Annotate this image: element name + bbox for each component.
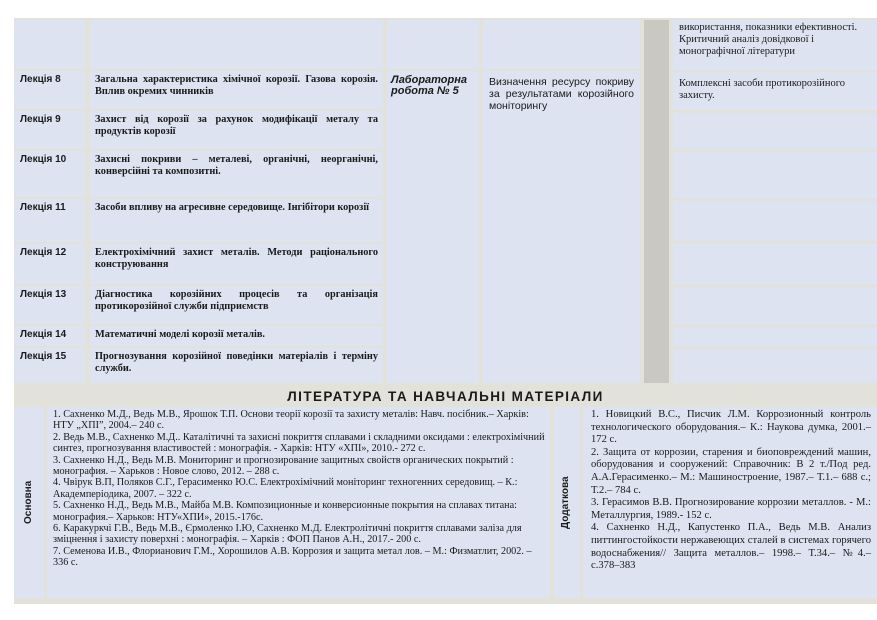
lab-label: Лабораторна робота № 5 bbox=[391, 74, 468, 97]
main-ref-2: 2. Ведь М.В., Сахненко М.Д.. Каталітичні та захисні покриття сплавами і складними оксидами : електрохімічний синтез, прогнозування властивостей : монографія. - Харків: НТУ «ХПІ», 2010.- 272 с. bbox=[53, 431, 545, 455]
lecture-8-title-cell bbox=[90, 71, 383, 109]
main-ref-1: 1. Сахненко М.Д., Ведь М.В., Ярошок Т.П. Основи теорії корозії та захисту металів: Навч. посібник.– Харків: НТУ „ХПІ”, 2004.– 240 с. bbox=[53, 409, 529, 432]
lecture-11-title: Засоби впливу на агресивне середовище. Інгібітори корозії bbox=[95, 202, 370, 213]
extra-ref-2: 2. Защита от коррозии, старения и биоповреждений машин, оборудования и сооружений: Справочник: В 2 т./Под ред. А.А.Герасименко.– М.: Машиностроение, 1987.– Т.1.– 688 с.; Т.2.– 784 с. bbox=[591, 446, 871, 496]
lecture-11-title-cell bbox=[90, 199, 383, 242]
right-top-text: використання, показники ефективності. Критичний аналіз довідкової і монографічної літератури bbox=[679, 22, 858, 57]
lecture-14-title: Математичні моделі корозії металів. bbox=[95, 329, 265, 340]
lecture-9-label: Лекція 9 bbox=[20, 114, 61, 125]
lecture-12-title-cell bbox=[90, 244, 383, 284]
literature-heading: ЛІТЕРАТУРА ТА НАВЧАЛЬНІ МАТЕРІАЛИ bbox=[14, 386, 877, 407]
extra-literature-list bbox=[583, 407, 877, 573]
lecture-12-title: Електрохімічний захист металів. Методи раціонального конструювання bbox=[95, 247, 378, 270]
main-literature-label-cell bbox=[14, 407, 44, 598]
right-row-7 bbox=[673, 327, 877, 346]
right-row-text: Комплексні засоби протикорозійного захисту. bbox=[679, 78, 846, 101]
main-ref-5: 5. Сахненко Н.Д., Ведь М.В., Майба М.В. Композиционные и конверсионные покрытия на сплавах титана: монография.– Харьков: НТУ«ХПИ», 2015.-176с. bbox=[53, 500, 517, 523]
lecture-10-label: Лекція 10 bbox=[20, 154, 67, 165]
lab-label-cell bbox=[387, 71, 479, 383]
extra-ref-1: 1. Новицкий В.С., Писчик Л.М. Коррозионный контроль технологического оборудования.– К.: Наукова думка, 2001.– 172 с. bbox=[591, 409, 871, 446]
main-literature-cell bbox=[47, 407, 550, 598]
top-blank-title-cell bbox=[90, 20, 383, 69]
gray-separator-column bbox=[644, 20, 669, 383]
lecture-8-title: Загальна характеристика хімічної корозії. Газова корозія. Вплив окремих чинників bbox=[95, 74, 378, 97]
right-row-1 bbox=[673, 72, 877, 110]
lecture-8-label: Лекція 8 bbox=[20, 74, 61, 85]
extra-literature-label: Додаткова bbox=[560, 476, 571, 529]
main-ref-6: 6. Каракуркчі Г.В., Ведь М.В., Єрмоленко І.Ю, Сахненко М.Д. Електролітичні покриття сплавами заліза для зміцнення і захисту поверхні : монографія. – Харків : ФОП Панов А.Н., 2017.- 200 с. bbox=[53, 523, 522, 546]
lecture-14-label: Лекція 14 bbox=[20, 329, 67, 340]
lecture-13-title-cell bbox=[90, 286, 383, 324]
lecture-15-label: Лекція 15 bbox=[20, 351, 67, 362]
right-row-2 bbox=[673, 113, 877, 149]
extra-ref-3: 3. Герасимов В.В. Прогнозирование коррозии металлов. - М.: Металлургия, 1989.- 152 с. bbox=[591, 497, 871, 521]
lecture-9-title: Захист від корозії за рахунок модифікації металу та продуктів корозії bbox=[95, 114, 378, 137]
right-row-8 bbox=[673, 349, 877, 383]
lecture-10-title-cell bbox=[90, 151, 383, 197]
lecture-12-label-cell bbox=[14, 244, 85, 284]
lecture-10-title: Захисні покриви – металеві, органічні, неорганічні, конверсійні та композитні. bbox=[95, 154, 378, 177]
right-top-cell bbox=[673, 20, 877, 70]
main-literature-label: Основна bbox=[23, 480, 34, 525]
right-row-6 bbox=[673, 287, 877, 324]
top-blank-lab-cell bbox=[387, 20, 479, 69]
lecture-15-title-cell bbox=[90, 348, 383, 383]
main-ref-4: 4. Чвірук В.П, Поляков С.Г., Герасименко Ю.С. Електрохімічний моніторинг техногенних середовищ. – К.: Академперіодика, 2007. – 322 с. bbox=[53, 477, 518, 500]
lecture-14-title-cell bbox=[90, 326, 383, 346]
top-blank-label-cell bbox=[14, 20, 85, 69]
lecture-13-label: Лекція 13 bbox=[20, 289, 67, 300]
lecture-9-label-cell bbox=[14, 111, 85, 149]
right-row-3 bbox=[673, 152, 877, 198]
lecture-13-title: Діагностика корозійних процесів та організація протикорозійної служби підприємств bbox=[95, 289, 378, 312]
lecture-15-title: Прогнозування корозійної поведінки матеріалів і терміну служби. bbox=[95, 351, 378, 374]
lecture-12-label: Лекція 12 bbox=[20, 247, 67, 258]
extra-literature-cell bbox=[583, 407, 877, 598]
syllabus-page bbox=[14, 18, 877, 604]
lecture-8-label-cell bbox=[14, 71, 85, 109]
lecture-10-label-cell bbox=[14, 151, 85, 197]
main-ref-7: 7. Семенова И.В., Флорианович Г.М., Хорошилов А.В. Коррозия и защита метал лов. – М.: Физматлит, 2002. – 336 с. bbox=[53, 545, 532, 569]
lecture-14-label-cell bbox=[14, 326, 85, 346]
extra-literature-label-cell bbox=[554, 407, 580, 598]
extra-ref-4: 4. Сахненко Н.Д., Капустенко П.А., Ведь М.В. Анализ питтингостойкости нержавеющих сталей в системах горячего водоснабжения// Защита металлов.– 1998.– Т.34.– №4.– с.378–383 bbox=[591, 522, 871, 572]
lecture-15-label-cell bbox=[14, 348, 85, 383]
main-literature-list bbox=[47, 407, 550, 569]
top-blank-lab-text-cell bbox=[483, 20, 640, 69]
lecture-11-label: Лекція 11 bbox=[20, 202, 66, 213]
main-ref-3: 3. Сахненко Н.Д., Ведь М.В. Мониторинг и прогнозирование защитных свойств органических покрытий : монография. – Харьков : Новое слово, 2012. – 288 с. bbox=[53, 454, 514, 478]
right-row-4 bbox=[673, 201, 877, 241]
lecture-13-label-cell bbox=[14, 286, 85, 324]
lecture-11-label-cell bbox=[14, 199, 85, 242]
lecture-9-title-cell bbox=[90, 111, 383, 149]
lab-text-cell bbox=[483, 71, 640, 383]
right-row-5 bbox=[673, 244, 877, 284]
lab-text: Визначення ресурсу покриву за результатами корозійного моніторингу bbox=[489, 76, 634, 112]
